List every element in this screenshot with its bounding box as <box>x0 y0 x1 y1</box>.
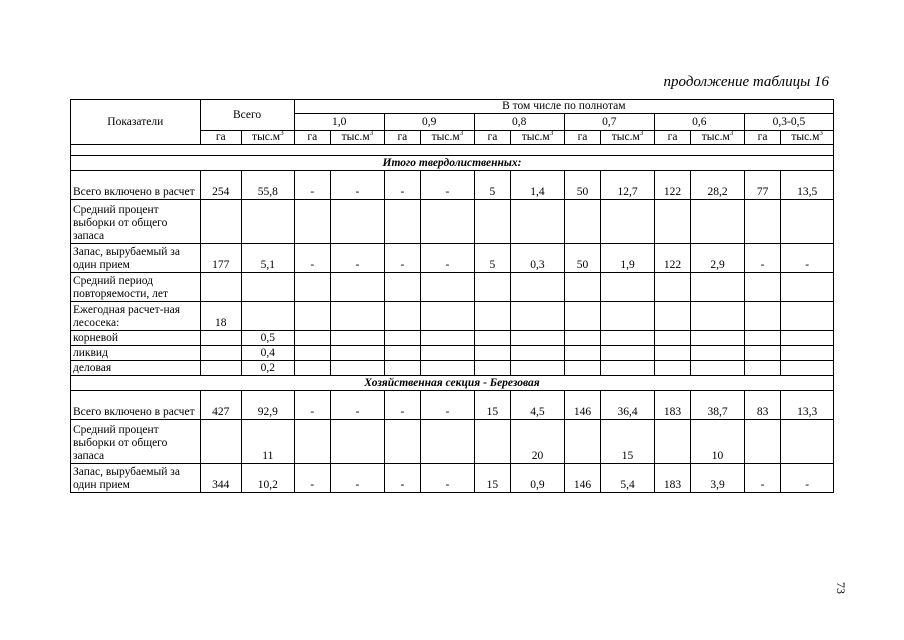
table-cell: - <box>421 464 475 493</box>
table-cell <box>691 273 745 302</box>
table-cell <box>474 273 510 302</box>
table-cell <box>744 302 780 331</box>
row-label: ликвид <box>71 346 201 361</box>
table-cell <box>331 361 385 376</box>
unit-volume-prefix: тыс.м <box>431 131 460 143</box>
table-cell: 15 <box>601 420 655 464</box>
table-cell <box>744 420 780 464</box>
header-density-3: 0,7 <box>564 114 654 131</box>
unit-ha: га <box>474 131 510 145</box>
table-cell <box>564 302 600 331</box>
unit-volume-exponent: 3 <box>639 130 644 138</box>
table-cell: - <box>744 464 780 493</box>
table-cell <box>654 361 690 376</box>
unit-volume-exponent: 3 <box>549 130 554 138</box>
table-cell <box>601 346 655 361</box>
row-label: Средний период повторяемости, лет <box>71 273 201 302</box>
table-cell <box>601 200 655 244</box>
page-number: 73 <box>834 582 848 594</box>
table-cell: - <box>421 391 475 420</box>
table-cell: 83 <box>744 391 780 420</box>
row-label: Запас, вырубаемый за один прием <box>71 244 201 273</box>
table-cell: 0,5 <box>242 331 295 346</box>
table-cell: 12,7 <box>601 171 655 200</box>
header-density-0: 1,0 <box>294 114 384 131</box>
data-table <box>70 99 834 493</box>
table-row <box>71 346 834 361</box>
table-cell: 344 <box>200 464 241 493</box>
table-cell <box>744 361 780 376</box>
table-row <box>71 361 834 376</box>
table-cell <box>564 346 600 361</box>
table-cell <box>200 346 241 361</box>
table-cell: 3,9 <box>691 464 745 493</box>
table-cell: - <box>421 171 475 200</box>
table-cell: - <box>331 464 385 493</box>
table-cell: 50 <box>564 171 600 200</box>
table-cell <box>601 302 655 331</box>
table-cell: 10 <box>691 420 745 464</box>
table-cell <box>200 361 241 376</box>
table-cell <box>744 200 780 244</box>
table-cell <box>781 200 834 244</box>
unit-volume <box>242 131 295 145</box>
table-cell <box>294 273 330 302</box>
table-cell <box>654 273 690 302</box>
table-cell: - <box>781 464 834 493</box>
table-cell <box>421 302 475 331</box>
table-cell <box>564 361 600 376</box>
table-cell <box>331 420 385 464</box>
table-cell: 13,5 <box>781 171 834 200</box>
table-cell: 11 <box>242 420 295 464</box>
unit-volume-exponent: 3 <box>819 130 823 138</box>
table-cell <box>384 331 420 346</box>
unit-volume <box>511 131 565 145</box>
unit-volume <box>331 131 385 145</box>
table-cell <box>511 200 565 244</box>
table-cell <box>294 200 330 244</box>
table-cell: 1,4 <box>511 171 565 200</box>
table-cell <box>294 361 330 376</box>
header-density-1: 0,9 <box>384 114 474 131</box>
spacer-row <box>71 145 834 156</box>
table-cell <box>200 420 241 464</box>
section-title: Хозяйственная секция - Березовая <box>71 376 834 391</box>
table-cell <box>654 302 690 331</box>
row-label: деловая <box>71 361 201 376</box>
table-cell <box>421 346 475 361</box>
table-cell <box>294 420 330 464</box>
table-cell <box>331 273 385 302</box>
table-cell <box>242 273 295 302</box>
table-cell <box>294 346 330 361</box>
table-cell <box>331 200 385 244</box>
section-title: Итого твердолиственных: <box>71 156 834 171</box>
table-cell: - <box>384 244 420 273</box>
header-density-5: 0,3-0,5 <box>744 114 833 131</box>
table-cell: 0,2 <box>242 361 295 376</box>
table-cell: - <box>744 244 780 273</box>
unit-ha: га <box>744 131 780 145</box>
table-cell: 10,2 <box>242 464 295 493</box>
table-cell: 28,2 <box>691 171 745 200</box>
table-cell <box>294 331 330 346</box>
unit-volume-prefix: тыс.м <box>701 131 730 143</box>
table-cell: 50 <box>564 244 600 273</box>
table-cell: - <box>384 391 420 420</box>
table-cell <box>564 273 600 302</box>
table-cell <box>331 346 385 361</box>
table-cell: 5 <box>474 244 510 273</box>
header-indicators: Показатели <box>71 100 201 145</box>
table-cell <box>200 273 241 302</box>
row-label: Запас, вырубаемый за один прием <box>71 464 201 493</box>
table-cell <box>691 302 745 331</box>
table-cell <box>691 331 745 346</box>
table-cell <box>200 200 241 244</box>
row-label: Ежегодная расчет-ная лесосека: <box>71 302 201 331</box>
table-cell <box>511 273 565 302</box>
table-cell <box>601 331 655 346</box>
header-density-4: 0,6 <box>654 114 744 131</box>
table-cell: 15 <box>474 391 510 420</box>
table-cell <box>654 331 690 346</box>
table-cell: 183 <box>654 464 690 493</box>
table-cell: 177 <box>200 244 241 273</box>
table-cell: 92,9 <box>242 391 295 420</box>
unit-volume-prefix: тыс.м <box>252 131 281 143</box>
table-cell <box>654 346 690 361</box>
unit-volume-prefix: тыс.м <box>611 131 640 143</box>
table-cell <box>474 361 510 376</box>
table-cell <box>384 200 420 244</box>
table-row <box>71 391 834 420</box>
table-cell <box>781 331 834 346</box>
table-cell <box>781 361 834 376</box>
table-cell: 1,9 <box>601 244 655 273</box>
table-cell <box>474 302 510 331</box>
table-cell: 2,9 <box>691 244 745 273</box>
table-cell <box>242 302 295 331</box>
unit-volume-exponent: 3 <box>729 130 734 138</box>
unit-volume-exponent: 3 <box>369 130 374 138</box>
table-row <box>71 171 834 200</box>
table-row <box>71 273 834 302</box>
table-cell <box>654 200 690 244</box>
table-cell: - <box>294 464 330 493</box>
row-label: Всего включено в расчет <box>71 171 201 200</box>
table-cell <box>564 200 600 244</box>
table-cell: 5,4 <box>601 464 655 493</box>
table-cell: 55,8 <box>242 171 295 200</box>
table-cell <box>421 331 475 346</box>
table-cell: 38,7 <box>691 391 745 420</box>
table-cell <box>474 420 510 464</box>
table-cell: - <box>421 244 475 273</box>
table-cell: 20 <box>511 420 565 464</box>
table-cell <box>601 273 655 302</box>
table-cell: 146 <box>564 464 600 493</box>
table-row <box>71 244 834 273</box>
unit-ha: га <box>294 131 330 145</box>
table-cell: 427 <box>200 391 241 420</box>
table-cell: - <box>384 171 420 200</box>
table-cell: - <box>294 244 330 273</box>
table-cell <box>781 273 834 302</box>
table-cell: 5,1 <box>242 244 295 273</box>
unit-volume-prefix: тыс.м <box>341 131 370 143</box>
table-cell: 15 <box>474 464 510 493</box>
table-cell: 4,5 <box>511 391 565 420</box>
table-cell: - <box>384 464 420 493</box>
table-caption: продолжение таблицы 16 <box>663 74 829 90</box>
table-cell: - <box>294 171 330 200</box>
table-cell: 0,9 <box>511 464 565 493</box>
table-cell <box>691 346 745 361</box>
header-density-2: 0,8 <box>474 114 564 131</box>
table-cell <box>421 420 475 464</box>
table-row <box>71 200 834 244</box>
table-row <box>71 302 834 331</box>
row-label: Всего включено в расчет <box>71 391 201 420</box>
table-cell: 13,3 <box>781 391 834 420</box>
table-cell <box>744 273 780 302</box>
table-cell <box>474 346 510 361</box>
table-cell <box>511 331 565 346</box>
table-cell <box>511 361 565 376</box>
table-cell <box>691 200 745 244</box>
table-cell: 77 <box>744 171 780 200</box>
table-cell: 254 <box>200 171 241 200</box>
table-cell <box>200 331 241 346</box>
table-cell <box>474 331 510 346</box>
table-cell <box>781 420 834 464</box>
table-cell <box>384 420 420 464</box>
table-cell: 5 <box>474 171 510 200</box>
unit-ha: га <box>384 131 420 145</box>
table-cell <box>564 420 600 464</box>
table-row <box>71 331 834 346</box>
unit-volume-prefix: тыс.м <box>791 131 820 143</box>
table-cell: - <box>294 391 330 420</box>
table-cell <box>744 331 780 346</box>
row-label: Средний процент выборки от общего запаса <box>71 420 201 464</box>
unit-ha: га <box>200 131 241 145</box>
table-cell <box>242 200 295 244</box>
table-cell: 0,4 <box>242 346 295 361</box>
table-cell: 36,4 <box>601 391 655 420</box>
table-cell: - <box>331 244 385 273</box>
header-total: Всего <box>200 100 294 131</box>
unit-volume-exponent: 3 <box>459 130 464 138</box>
table-cell: - <box>781 244 834 273</box>
table-cell <box>654 420 690 464</box>
row-label: Средний процент выборки от общего запаса <box>71 200 201 244</box>
table-cell <box>384 361 420 376</box>
unit-volume <box>781 131 834 145</box>
unit-volume <box>421 131 475 145</box>
header-by-density: В том числе по полнотам <box>294 100 833 114</box>
table-cell <box>511 346 565 361</box>
unit-ha: га <box>654 131 690 145</box>
unit-volume-prefix: тыс.м <box>521 131 550 143</box>
table-cell <box>331 331 385 346</box>
table-cell <box>384 273 420 302</box>
table-cell: 146 <box>564 391 600 420</box>
table-cell: - <box>331 391 385 420</box>
table-cell <box>384 346 420 361</box>
table-cell <box>744 346 780 361</box>
table-cell <box>691 361 745 376</box>
unit-volume <box>601 131 655 145</box>
table-row <box>71 464 834 493</box>
table-cell <box>781 346 834 361</box>
table-cell <box>421 273 475 302</box>
unit-ha: га <box>564 131 600 145</box>
table-cell <box>511 302 565 331</box>
table-cell <box>331 302 385 331</box>
table-cell <box>601 361 655 376</box>
table-cell <box>474 200 510 244</box>
unit-volume-exponent: 3 <box>280 130 284 138</box>
table-cell: 18 <box>200 302 241 331</box>
table-cell <box>781 302 834 331</box>
table-cell <box>294 302 330 331</box>
table-cell: 122 <box>654 244 690 273</box>
table-cell: 0,3 <box>511 244 565 273</box>
row-label: корневой <box>71 331 201 346</box>
table-cell: 122 <box>654 171 690 200</box>
unit-volume <box>691 131 745 145</box>
table-cell <box>421 361 475 376</box>
table-cell <box>384 302 420 331</box>
table-cell <box>564 331 600 346</box>
table-cell: - <box>331 171 385 200</box>
table-row <box>71 420 834 464</box>
table-cell: 183 <box>654 391 690 420</box>
table-cell <box>421 200 475 244</box>
